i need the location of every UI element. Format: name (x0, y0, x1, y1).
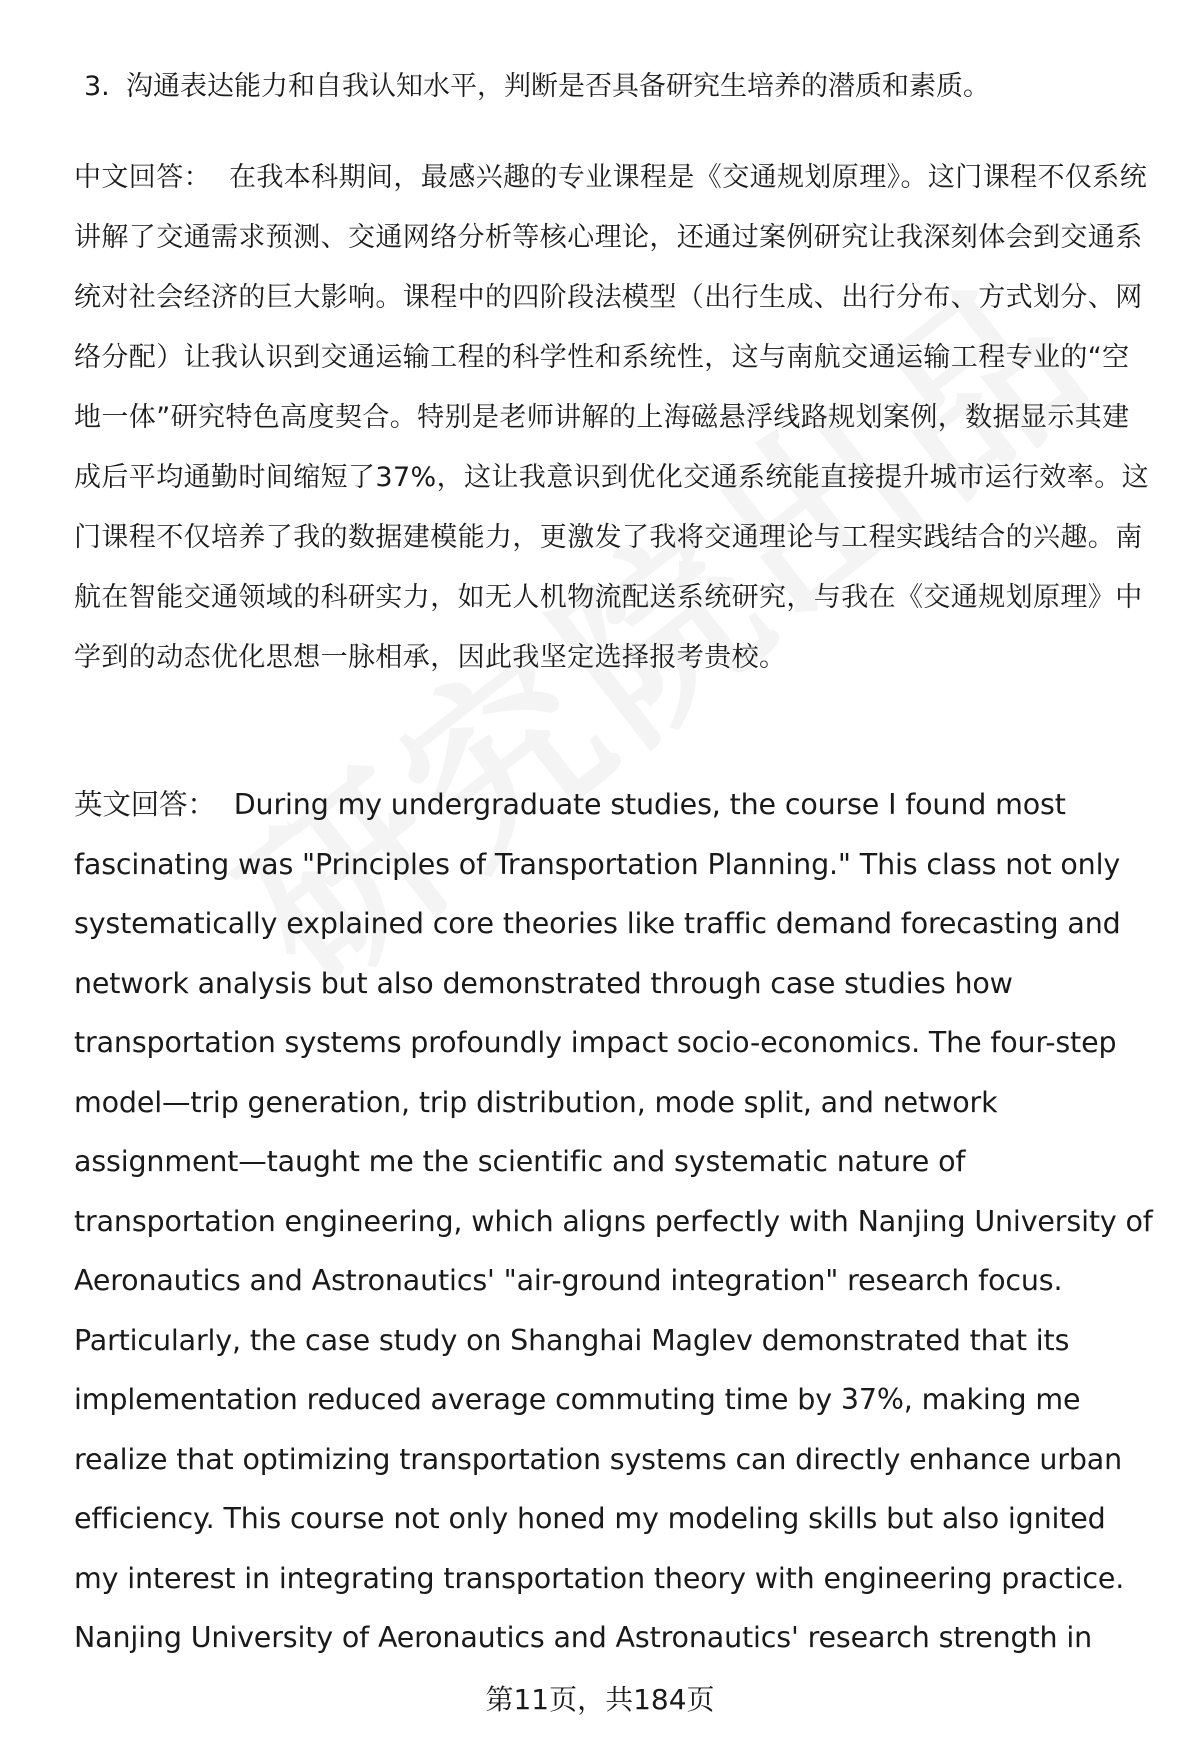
english-answer-label: 英文回答： (74, 788, 216, 821)
page-number-footer: 第11页，共184页 (485, 1683, 715, 1716)
question-item (84, 66, 1164, 108)
english-answer-text: During my undergraduate studies, the course I found most fascinating was "Principles of Transportation Planning." This class not only systematically explained core theories like traffic demand forecasting and network analysis but also demonstrated through case studies how transportation systems profoundly impact socio-economics. The four-step model—trip generation, trip distribution, mode split, and network assignment—taught me the scientific and systematic nature of transportation engineering, which aligns perfectly with Nanjing University of Aeronautics and Astronautics' "air-ground integration" research focus. Particularly, the case study on Shanghai Maglev demonstrated that its implementation reduced average commuting time by 37%, making me realize that optimizing transportation systems can directly enhance urban efficiency. This course not only honed my modeling skills but also ignited my interest in integrating transportation theory with engineering practice. Nanjing University of Aeronautics and Astronautics' research strength in (74, 788, 1153, 1654)
chinese-answer-label: 中文回答： (74, 162, 211, 193)
question-number: 3. (84, 71, 110, 102)
chinese-answer-paragraph (74, 148, 1154, 688)
english-answer-paragraph (74, 775, 1154, 1668)
chinese-answer-text: 在我本科期间，最感兴趣的专业课程是《交通规划原理》。这门课程不仅系统讲解了交通需求预测、交通网络分析等核心理论，还通过案例研究让我深刻体会到交通系统对社会经济的巨大影响。课程中的四阶段法模型（出行生成、出行分布、方式划分、网络分配）让我认识到交通运输工程的科学性和系统性，这与南航交通运输工程专业的“空地一体”研究特色高度契合。特别是老师讲解的上海磁悬浮线路规划案例，数据显示其建成后平均通勤时间缩短了37%，这让我意识到优化交通系统能直接提升城市运行效率。这门课程不仅培养了我的数据建模能力，更激发了我将交通理论与工程实践结合的兴趣。南航在智能交通领域的科研实力，如无人机物流配送系统研究，与我在《交通规划原理》中学到的动态优化思想一脉相承，因此我坚定选择报考贵校。 (74, 162, 1150, 673)
question-text: 沟通表达能力和自我认知水平，判断是否具备研究生培养的潜质和素质。 (126, 71, 990, 102)
